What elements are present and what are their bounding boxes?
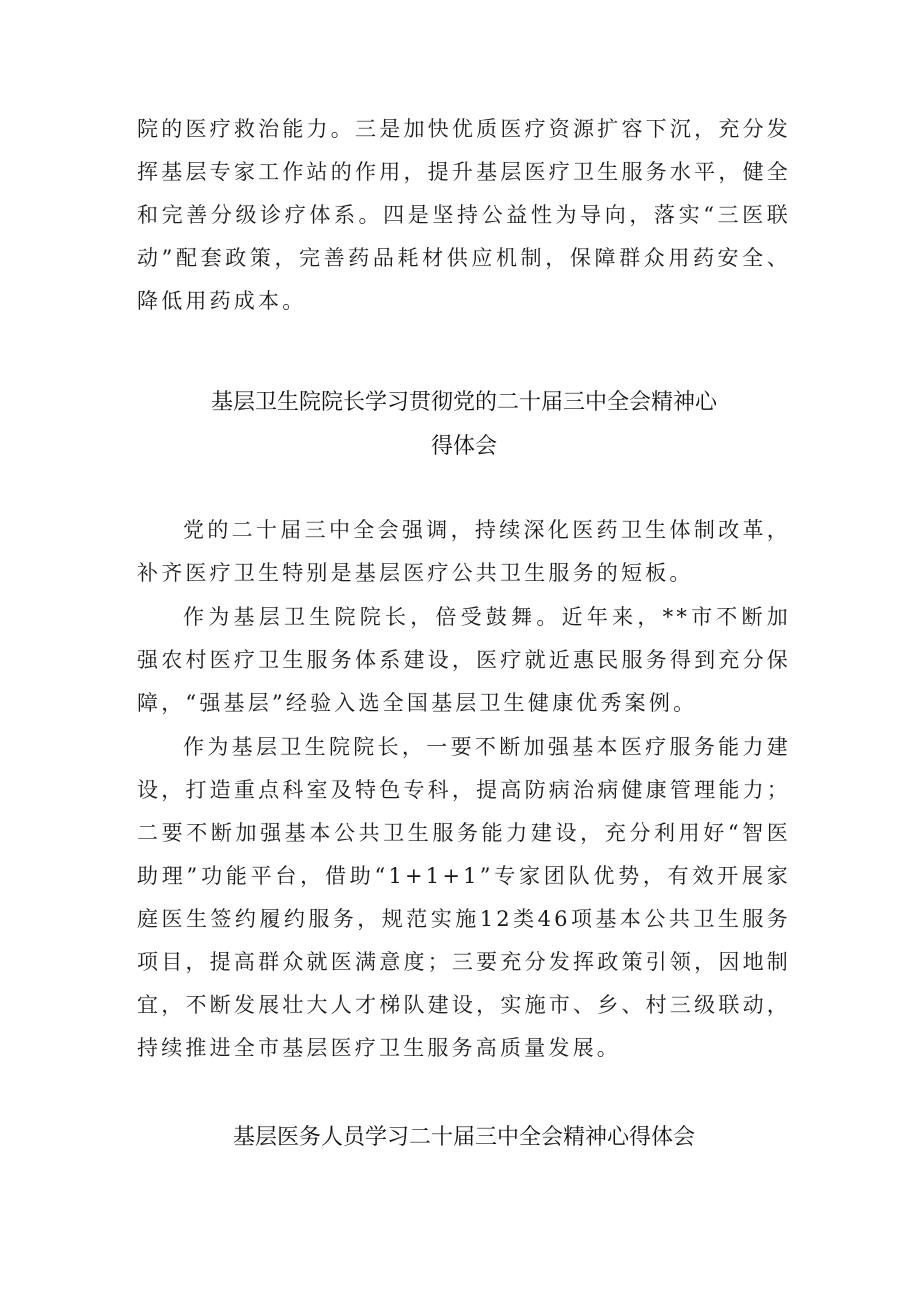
continued-paragraph: 院的医疗救治能力。三是加快优质医疗资源扩容下沉，充分发挥基层专家工作站的作用，提升基层医疗卫生服务水平，健全和完善分级诊疗体系。四是坚持公益性为导向，落实“三医联动”配套政策，完善药品耗材供应机制，保障群众用药安全、降低用药成本。 — [137, 117, 791, 313]
article1-paragraph-3: 作为基层卫生院院长，一要不断加强基本医疗服务能力建设，打造重点科室及特色专科，提高防病治病健康管理能力；二要不断加强基本公共卫生服务能力建设，充分利用好“智医助理”功能平台，借助“1+1+1”专家团队优势，有效开展家庭医生签约履约服务，规范实施12类46项基本公共卫生服务项目，提高群众就医满意度；三要充分发挥政策引领，因地制宜，不断发展壮大人才梯队建设，实施市、乡、村三级联动，持续推进全市基层医疗卫生服务高质量发展。 — [137, 735, 791, 1060]
article1-title-line1: 基层卫生院院长学习贯彻党的二十届三中全会精神心 — [210, 390, 717, 415]
article1-paragraph-1: 党的二十届三中全会强调，持续深化医药卫生体制改革，补齐医疗卫生特别是基层医疗公共卫生服务的短板。 — [137, 518, 791, 585]
article1-title-line2: 得体会 — [430, 434, 497, 459]
article1-paragraph-2: 作为基层卫生院院长，倍受鼓舞。近年来，**市不断加强农村医疗卫生服务体系建设，医疗就近惠民服务得到充分保障，“强基层”经验入选全国基层卫生健康优秀案例。 — [137, 605, 791, 715]
article2-title: 基层医务人员学习二十届三中全会精神心得体会 — [232, 1125, 695, 1150]
